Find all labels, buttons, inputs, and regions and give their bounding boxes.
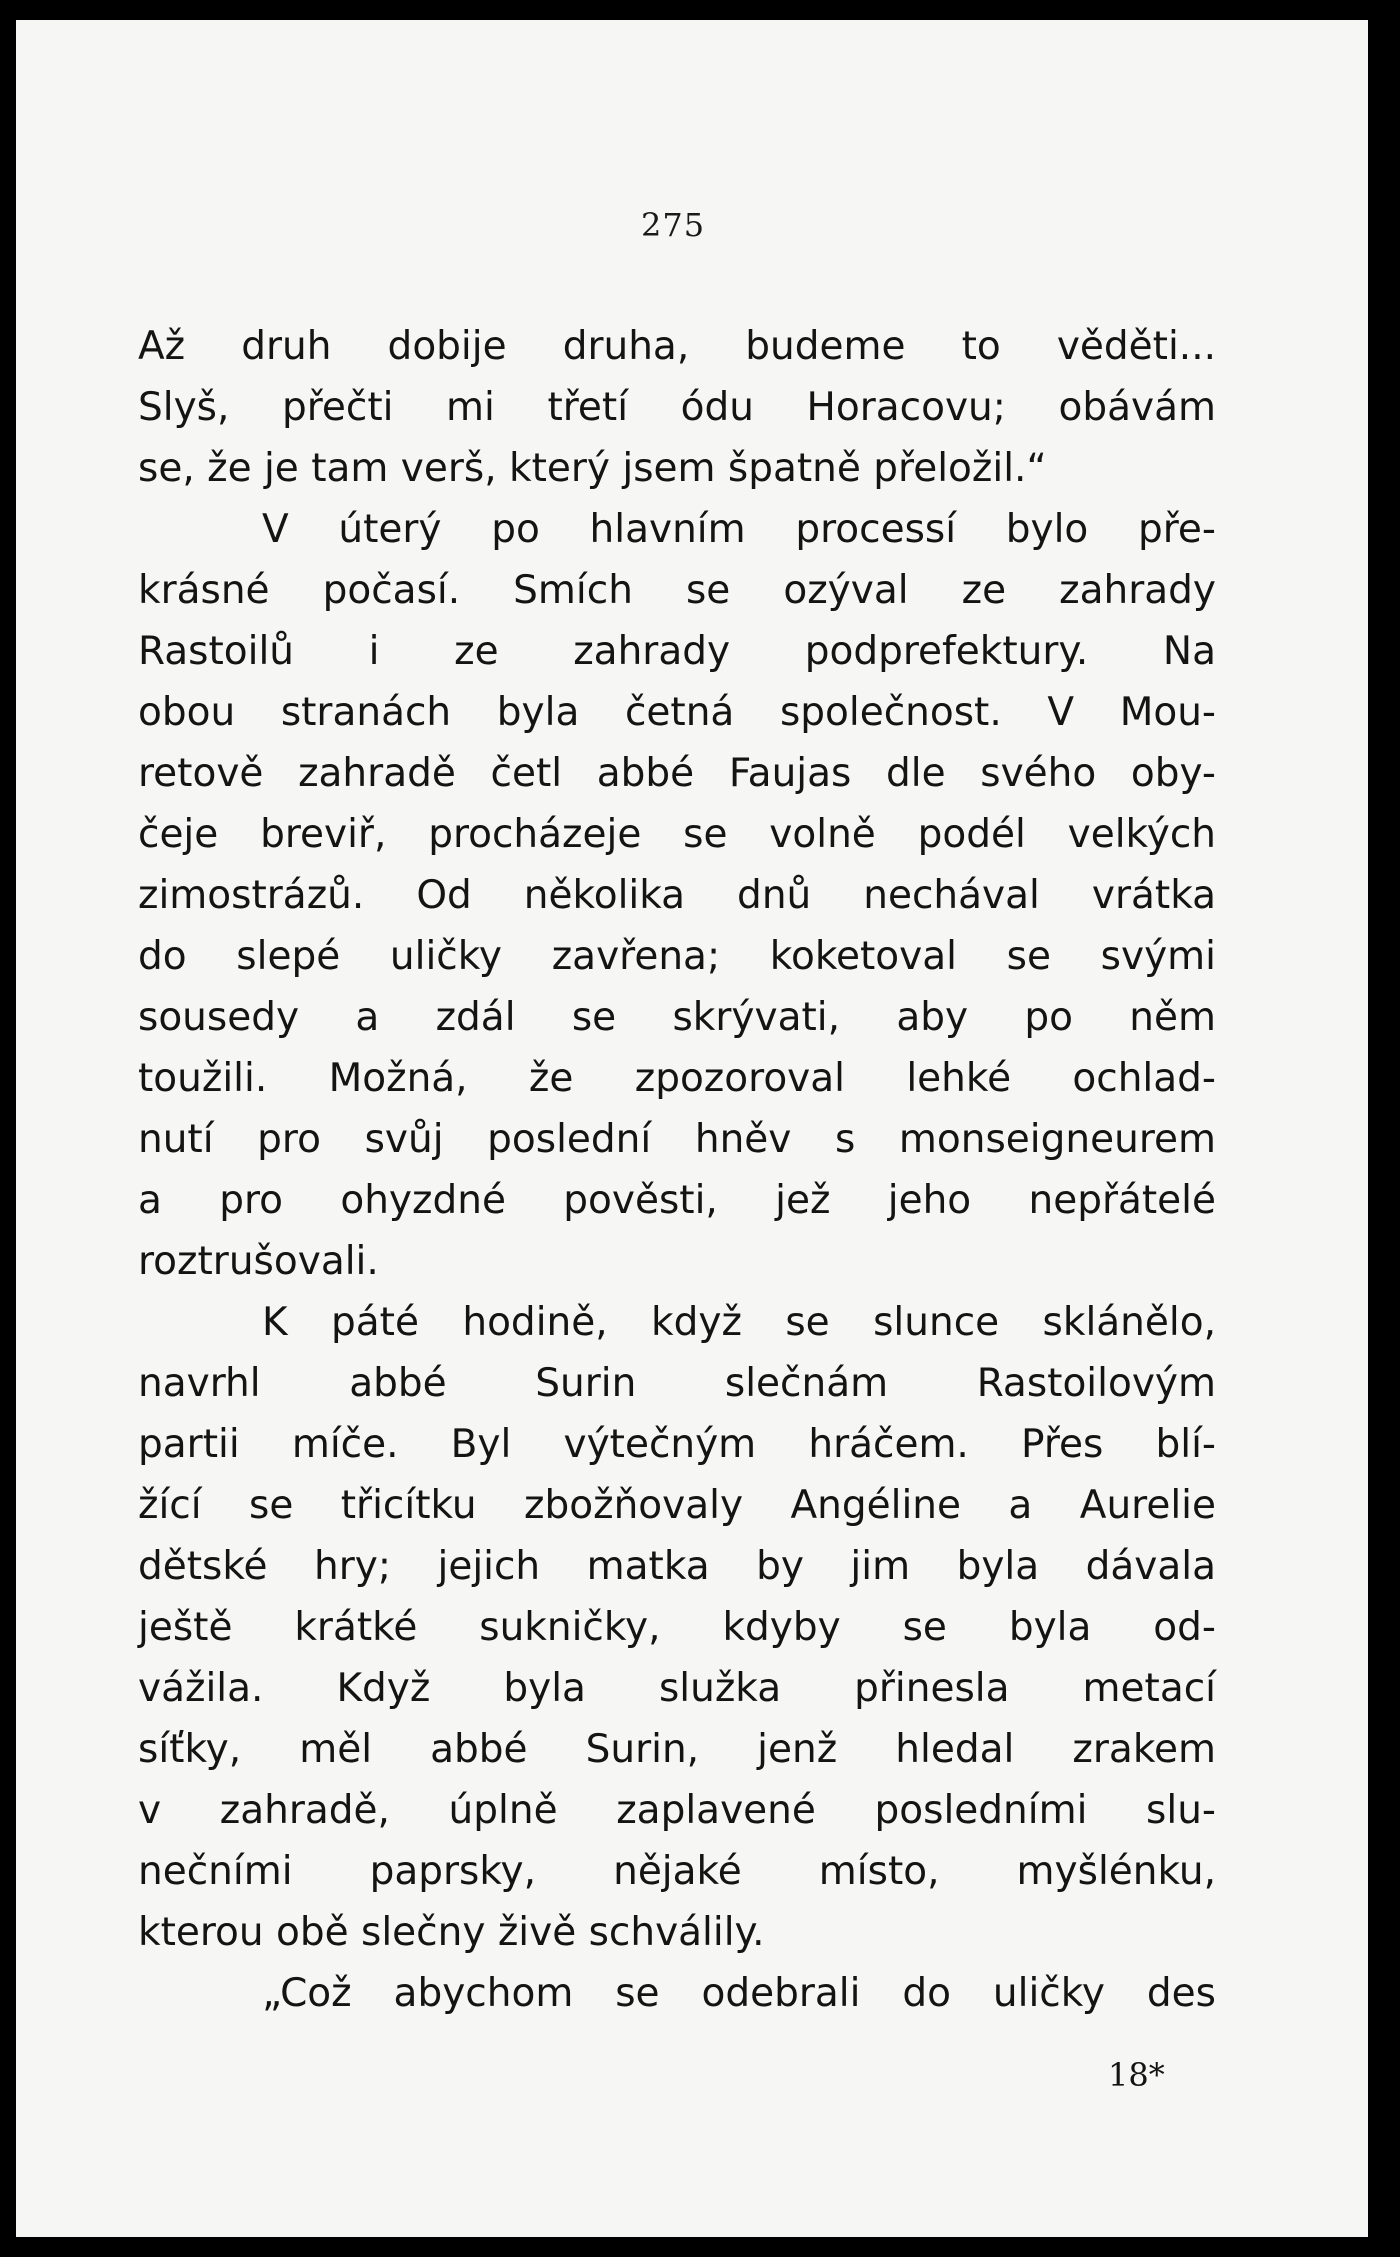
text-line: roztrušovali.	[138, 1239, 379, 1284]
text-line: krásné počasí. Smích se ozýval ze zahrady	[138, 568, 1216, 613]
text-line: se, že je tam verš, který jsem špatně přeložil.“	[138, 446, 1047, 491]
text-line: ještě krátké sukničky, kdyby se byla od-	[138, 1605, 1216, 1650]
text-line: „Což abychom se odebrali do uličky des	[262, 1971, 1216, 2016]
text-line: V úterý po hlavním processí bylo pře-	[262, 507, 1216, 552]
text-line: obou stranách byla četná společnost. V Mou-	[138, 690, 1216, 735]
text-line: čeje breviř, procházeje se volně podél velkých	[138, 812, 1216, 857]
text-line: K páté hodině, když se slunce sklánělo,	[262, 1300, 1216, 1345]
text-line: retově zahradě četl abbé Faujas dle svého oby-	[138, 751, 1216, 796]
page-number: 275	[641, 206, 706, 244]
text-line: síťky, měl abbé Surin, jenž hledal zrakem	[138, 1727, 1216, 1772]
text-line: vážila. Když byla služka přinesla metací	[138, 1666, 1216, 1711]
text-line: sousedy a zdál se skrývati, aby po něm	[138, 995, 1216, 1040]
book-page	[16, 20, 1368, 2237]
text-line: navrhl abbé Surin slečnám Rastoilovým	[138, 1361, 1216, 1406]
text-line: toužili. Možná, že zpozoroval lehké ochlad-	[138, 1056, 1216, 1101]
text-line: Rastoilů i ze zahrady podprefektury. Na	[138, 629, 1216, 674]
text-line: zimostrázů. Od několika dnů nechával vrátka	[138, 873, 1216, 918]
text-line: žící se třicítku zbožňovaly Angéline a Aurelie	[138, 1483, 1216, 1528]
text-line: Slyš, přečti mi třetí ódu Horacovu; obávám	[138, 385, 1216, 430]
text-line: dětské hry; jejich matka by jim byla dávala	[138, 1544, 1216, 1589]
signature-mark: 18*	[1108, 2056, 1165, 2094]
text-line: nutí pro svůj poslední hněv s monseigneurem	[138, 1117, 1216, 1162]
text-line: Až druh dobije druha, budeme to věděti...	[138, 324, 1216, 369]
text-line: do slepé uličky zavřena; koketoval se svými	[138, 934, 1216, 979]
text-line: a pro ohyzdné pověsti, jež jeho nepřátelé	[138, 1178, 1216, 1223]
body-text	[138, 316, 1216, 2024]
text-line: kterou obě slečny živě schválily.	[138, 1910, 765, 1955]
text-line: partii míče. Byl výtečným hráčem. Přes blí-	[138, 1422, 1216, 1467]
text-line: v zahradě, úplně zaplavené posledními slu-	[138, 1788, 1216, 1833]
text-line: nečními paprsky, nějaké místo, myšlénku,	[138, 1849, 1216, 1894]
